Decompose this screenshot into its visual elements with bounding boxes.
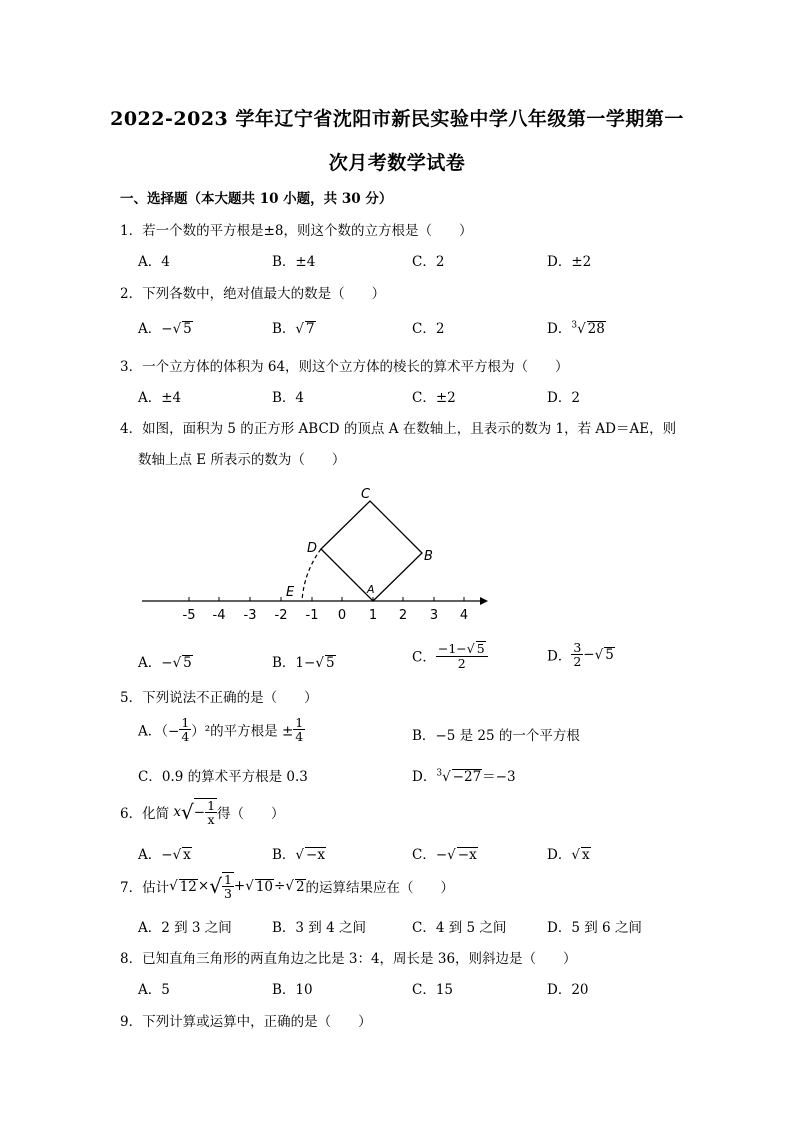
numerator: 1 xyxy=(207,798,216,813)
exam-title-line2: 次月考数学试卷 xyxy=(328,152,466,174)
plus-sign: + xyxy=(233,878,246,894)
radicand: −x xyxy=(306,847,325,863)
radical-sign: √ xyxy=(466,641,475,656)
question-5-option-d xyxy=(412,765,516,785)
numerator: 3 xyxy=(573,640,582,655)
option-d-result: ＝−3 xyxy=(482,769,516,785)
question-2-option-b xyxy=(272,317,316,337)
point-label-d: D xyxy=(307,541,318,556)
radicand: 12 xyxy=(179,878,197,895)
radical-sign: √ xyxy=(571,847,580,863)
question-4-option-a xyxy=(138,651,193,671)
stem-suffix: 得（ ） xyxy=(217,806,285,822)
minus-sign: − xyxy=(193,804,206,821)
numerator: 1 xyxy=(295,715,304,730)
radical-sign: √ xyxy=(172,847,182,863)
question-8-option-d: D．20 xyxy=(547,982,589,998)
option-prefix: D． xyxy=(547,321,572,337)
radicand: 28 xyxy=(587,321,605,337)
question-6-option-c xyxy=(412,843,478,863)
exam-title-line1: 2022-2023 学年辽宁省沈阳市新民实验中学八年级第一学期第一 xyxy=(110,108,684,130)
question-6-option-a xyxy=(138,843,192,863)
question-3-stem: 3．一个立方体的体积为 64，则这个立方体的棱长的算术平方根为（ ） xyxy=(120,359,569,375)
radicand: −x xyxy=(457,847,477,863)
option-prefix: B． xyxy=(272,847,296,863)
tick-label: -4 xyxy=(212,608,226,623)
stem-prefix: 6．化简 xyxy=(120,806,174,822)
numerator xyxy=(436,641,488,657)
question-7-option-c: C．4 到 5 之间 xyxy=(412,920,507,936)
option-prefix: D． xyxy=(547,648,572,665)
section-heading: 一、选择题（本大题共 10 小题，共 30 分） xyxy=(120,191,393,207)
question-3-option-d: D．2 xyxy=(547,390,580,406)
question-2-stem: 2．下列各数中，绝对值最大的数是（ ） xyxy=(120,286,386,302)
axis-arrow xyxy=(480,597,488,605)
radicand: 10 xyxy=(255,878,274,895)
point-label-c: C xyxy=(361,487,371,502)
tick-label: -3 xyxy=(243,608,257,623)
numerator: 1 xyxy=(181,715,190,730)
radicand: −27 xyxy=(452,769,482,785)
tick-label: -2 xyxy=(274,608,288,623)
stem-suffix: 的运算结果应在（ ） xyxy=(305,880,455,896)
point-label-b: B xyxy=(424,549,433,564)
radicand xyxy=(194,798,217,826)
option-prefix: C． xyxy=(412,649,436,666)
root-index: 3 xyxy=(436,768,443,779)
root-index: 3 xyxy=(571,320,578,331)
question-5-option-c: C．0.9 的算术平方根是 0.3 xyxy=(138,769,308,785)
question-3-option-a: A．±4 xyxy=(138,390,182,406)
radical-sign: √ xyxy=(172,321,182,337)
tick-label: 3 xyxy=(429,608,439,623)
radical-sign: √ xyxy=(447,847,456,863)
fraction xyxy=(436,641,488,670)
denominator: 4 xyxy=(181,729,190,744)
question-1-option-a: A．4 xyxy=(138,254,170,270)
question-7-option-a: A．2 到 3 之间 xyxy=(138,920,232,936)
question-7-option-d: D．5 到 6 之间 xyxy=(547,920,642,936)
tick-label: -5 xyxy=(182,608,196,623)
variable-x: x xyxy=(173,804,182,820)
radical-sign: √ xyxy=(442,769,451,785)
denominator: x xyxy=(207,812,215,827)
radicand: 5 xyxy=(476,641,485,656)
option-a-middle-text: ）²的平方根是 ± xyxy=(191,723,294,740)
question-8-stem: 8．已知直角三角形的两直角边之比是 3：4，周长是 36，则斜边是（ ） xyxy=(120,951,577,967)
question-7-stem xyxy=(120,872,454,900)
denominator: 4 xyxy=(295,729,304,744)
option-prefix: D． xyxy=(547,847,572,863)
arc-d-to-e xyxy=(302,549,321,601)
times-sign: × xyxy=(197,878,210,894)
radicand: 5 xyxy=(325,655,335,671)
radicand: 5 xyxy=(605,647,614,663)
question-8-option-b: B．10 xyxy=(272,982,313,998)
tick-label: 4 xyxy=(459,608,469,623)
question-6-option-d xyxy=(547,843,591,863)
radicand: 5 xyxy=(183,655,192,671)
radicand: 5 xyxy=(183,321,192,337)
question-8-option-c: C．15 xyxy=(412,982,454,998)
question-6-stem xyxy=(120,798,285,826)
radical-sign: √ xyxy=(172,655,182,671)
question-6-option-b xyxy=(272,843,326,863)
tick-label: 2 xyxy=(398,608,408,623)
question-5-option-b: B．−5 是 25 的一个平方根 xyxy=(412,728,580,744)
point-label-a: A xyxy=(367,583,375,596)
radical-sign: √ xyxy=(285,878,294,894)
radical-sign: √ xyxy=(245,878,254,894)
option-prefix: C．− xyxy=(412,847,448,863)
question-4-option-d xyxy=(547,641,615,668)
fraction xyxy=(205,799,217,826)
denominator: 2 xyxy=(573,654,582,669)
radical-sign: √ xyxy=(577,321,586,337)
fraction xyxy=(571,641,583,668)
question-3-option-c: C．±2 xyxy=(412,390,456,406)
radical-sign: √ xyxy=(181,800,194,824)
radical-sign: √ xyxy=(295,847,305,863)
question-4-stem-line1: 4．如图，面积为 5 的正方形 ABCD 的顶点 A 在数轴上，且表示的数为 1，若 AD＝AE，则 xyxy=(120,421,677,437)
option-prefix: B． xyxy=(272,321,296,337)
denominator: 2 xyxy=(457,656,466,671)
option-prefix: A．− xyxy=(138,321,173,337)
radical-sign: √ xyxy=(315,655,324,671)
numerator: 1 xyxy=(223,872,232,887)
tick-label: 0 xyxy=(337,608,347,623)
fraction xyxy=(293,716,305,743)
numerator-text: −1− xyxy=(437,641,467,656)
question-1-option-d: D．±2 xyxy=(547,254,592,270)
option-prefix: D． xyxy=(412,769,437,785)
radical-sign: √ xyxy=(209,874,222,898)
question-5-option-a xyxy=(138,716,305,743)
question-2-option-a xyxy=(138,317,193,337)
radicand: 7 xyxy=(306,321,315,337)
radicand: 2 xyxy=(295,878,305,895)
question-7-option-b: B．3 到 4 之间 xyxy=(272,920,366,936)
fraction xyxy=(222,872,234,900)
stem-prefix: 7．估计 xyxy=(120,880,170,896)
tick-label: 1 xyxy=(368,608,378,623)
question-1-option-c: C．2 xyxy=(412,254,445,270)
tick-label: -1 xyxy=(305,608,319,623)
radicand: x xyxy=(581,847,590,863)
radical-sign: √ xyxy=(295,321,305,337)
option-prefix: A．（− xyxy=(138,723,180,740)
point-label-e: E xyxy=(286,585,295,600)
question-2-option-c: C．2 xyxy=(412,321,445,337)
question-4-option-b xyxy=(272,651,336,671)
question-3-option-b: B．4 xyxy=(272,390,305,406)
question-1-option-b: B．±4 xyxy=(272,254,316,270)
radical-sign: √ xyxy=(594,646,604,663)
question-8-option-a: A．5 xyxy=(138,982,170,998)
option-prefix: A．− xyxy=(138,655,173,671)
option-prefix: A．− xyxy=(138,847,173,863)
option-prefix: B．1− xyxy=(272,655,316,671)
question-4-option-c xyxy=(412,641,488,670)
denominator: 3 xyxy=(223,886,232,901)
question-1-stem: 1．若一个数的平方根是±8，则这个数的立方根是（ ） xyxy=(120,223,473,239)
fraction xyxy=(179,716,191,743)
radical-sign: √ xyxy=(169,878,178,894)
divide-sign: ÷ xyxy=(274,878,286,894)
question-4-stem-line2: 数轴上点 E 所表示的数为（ ） xyxy=(138,452,346,468)
question-9-stem: 9．下列计算或运算中，正确的是（ ） xyxy=(120,1014,372,1030)
minus-sign: − xyxy=(583,646,595,663)
question-5-stem: 5．下列说法不正确的是（ ） xyxy=(120,690,318,706)
number-line-figure xyxy=(130,480,490,630)
question-2-option-d xyxy=(547,317,606,337)
radicand: x xyxy=(183,847,191,863)
